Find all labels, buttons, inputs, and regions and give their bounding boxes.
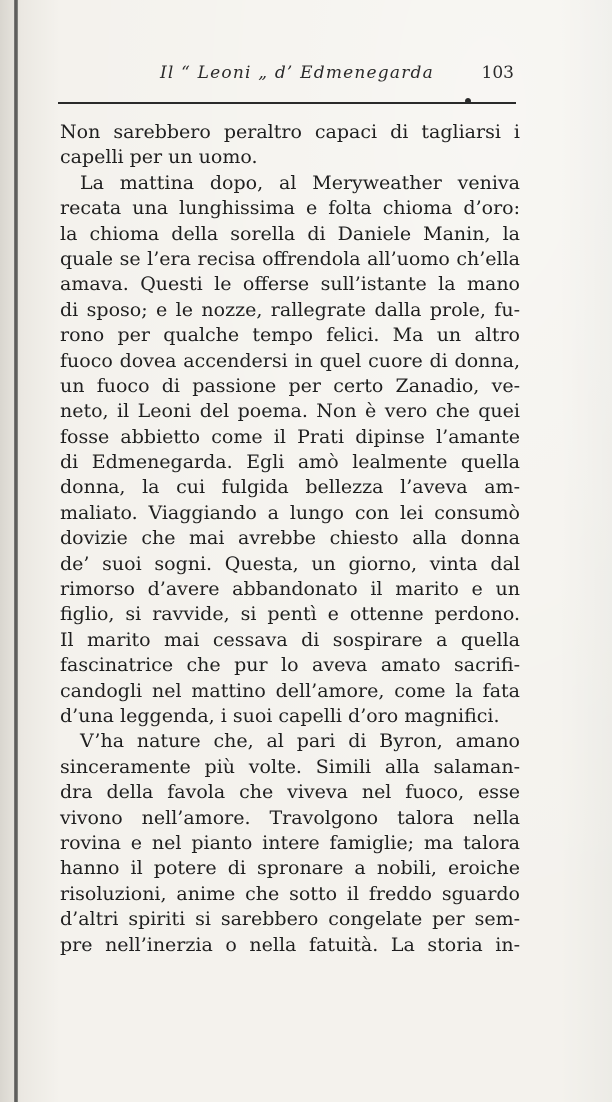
- text-line: recata una lunghissima e folta chioma d’oro:: [60, 197, 520, 220]
- text-line: hanno il potere di spronare a nobili, eroiche: [60, 857, 520, 880]
- text-line: d’una leggenda, i suoi capelli d’oro magnifici.: [60, 704, 500, 727]
- page-number: 103: [481, 63, 514, 83]
- text-line: candogli nel mattino dell’amore, come la fata: [60, 679, 520, 702]
- text-line: rovina e nel pianto intere famiglie; ma talora: [60, 831, 520, 854]
- text-line: Il marito mai cessava di sospirare a quella: [60, 628, 520, 651]
- text-line: sinceramente più volte. Simili alla salaman-: [60, 755, 520, 778]
- header-rule: [58, 102, 516, 104]
- text-line: V’ha nature che, al pari di Byron, amano: [80, 730, 520, 753]
- text-line: risoluzioni, anime che sotto il freddo sguardo: [60, 882, 520, 905]
- text-line: di Edmenegarda. Egli amò lealmente quella: [60, 451, 520, 474]
- text-line: donna, la cui fulgida bellezza l’aveva am-: [60, 476, 520, 499]
- text-line: rono per qualche tempo felici. Ma un altro: [60, 324, 520, 347]
- text-line: neto, il Leoni del poema. Non è vero che quei: [60, 400, 520, 423]
- text-line: quale se l’era recisa offrendola all’uomo ch’ella: [60, 247, 520, 270]
- text-line: fascinatrice che pur lo aveva amato sacrifi-: [60, 654, 520, 677]
- text-line: capelli per un uomo.: [60, 146, 258, 169]
- body-text: [60, 120, 520, 958]
- text-line: de’ suoi sogni. Questa, un giorno, vinta dal: [60, 552, 520, 575]
- running-title: Il “ Leoni „ d’ Edmenegarda: [160, 63, 434, 83]
- text-line: fuoco dovea accendersi in quel cuore di donna,: [60, 349, 520, 372]
- text-line: dovizie che mai avrebbe chiesto alla donna: [60, 527, 520, 550]
- text-line: di sposo; e le nozze, rallegrate dalla prole, fu-: [60, 298, 520, 321]
- text-line: pre nell’inerzia o nella fatuità. La storia in-: [60, 933, 520, 956]
- text-line: d’altri spiriti si sarebbero congelate per sem-: [60, 908, 520, 931]
- text-line: Non sarebbero peraltro capaci di tagliarsi i: [60, 121, 520, 143]
- text-line: fosse abbietto come il Prati dipinse l’amante: [60, 425, 520, 448]
- text-line: La mattina dopo, al Meryweather veniva: [80, 171, 520, 194]
- text-line: rimorso d’avere abbandonato il marito e un: [60, 578, 520, 601]
- text-line: vivono nell’amore. Travolgono talora nella: [60, 806, 520, 829]
- text-line: figlio, si ravvide, si pentì e ottenne perdono.: [60, 603, 520, 626]
- page-binding-edge: [14, 0, 18, 1102]
- text-line: maliato. Viaggiando a lungo con lei consumò: [60, 501, 520, 524]
- text-line: dra della favola che viveva nel fuoco, esse: [60, 781, 520, 804]
- text-line: amava. Questi le offerse sull’istante la mano: [60, 273, 520, 296]
- page-header: [58, 63, 516, 87]
- text-line: la chioma della sorella di Daniele Manin, la: [60, 222, 520, 245]
- text-line: un fuoco di passione per certo Zanadio, ve-: [60, 374, 520, 397]
- header-rule-dot: [465, 98, 471, 104]
